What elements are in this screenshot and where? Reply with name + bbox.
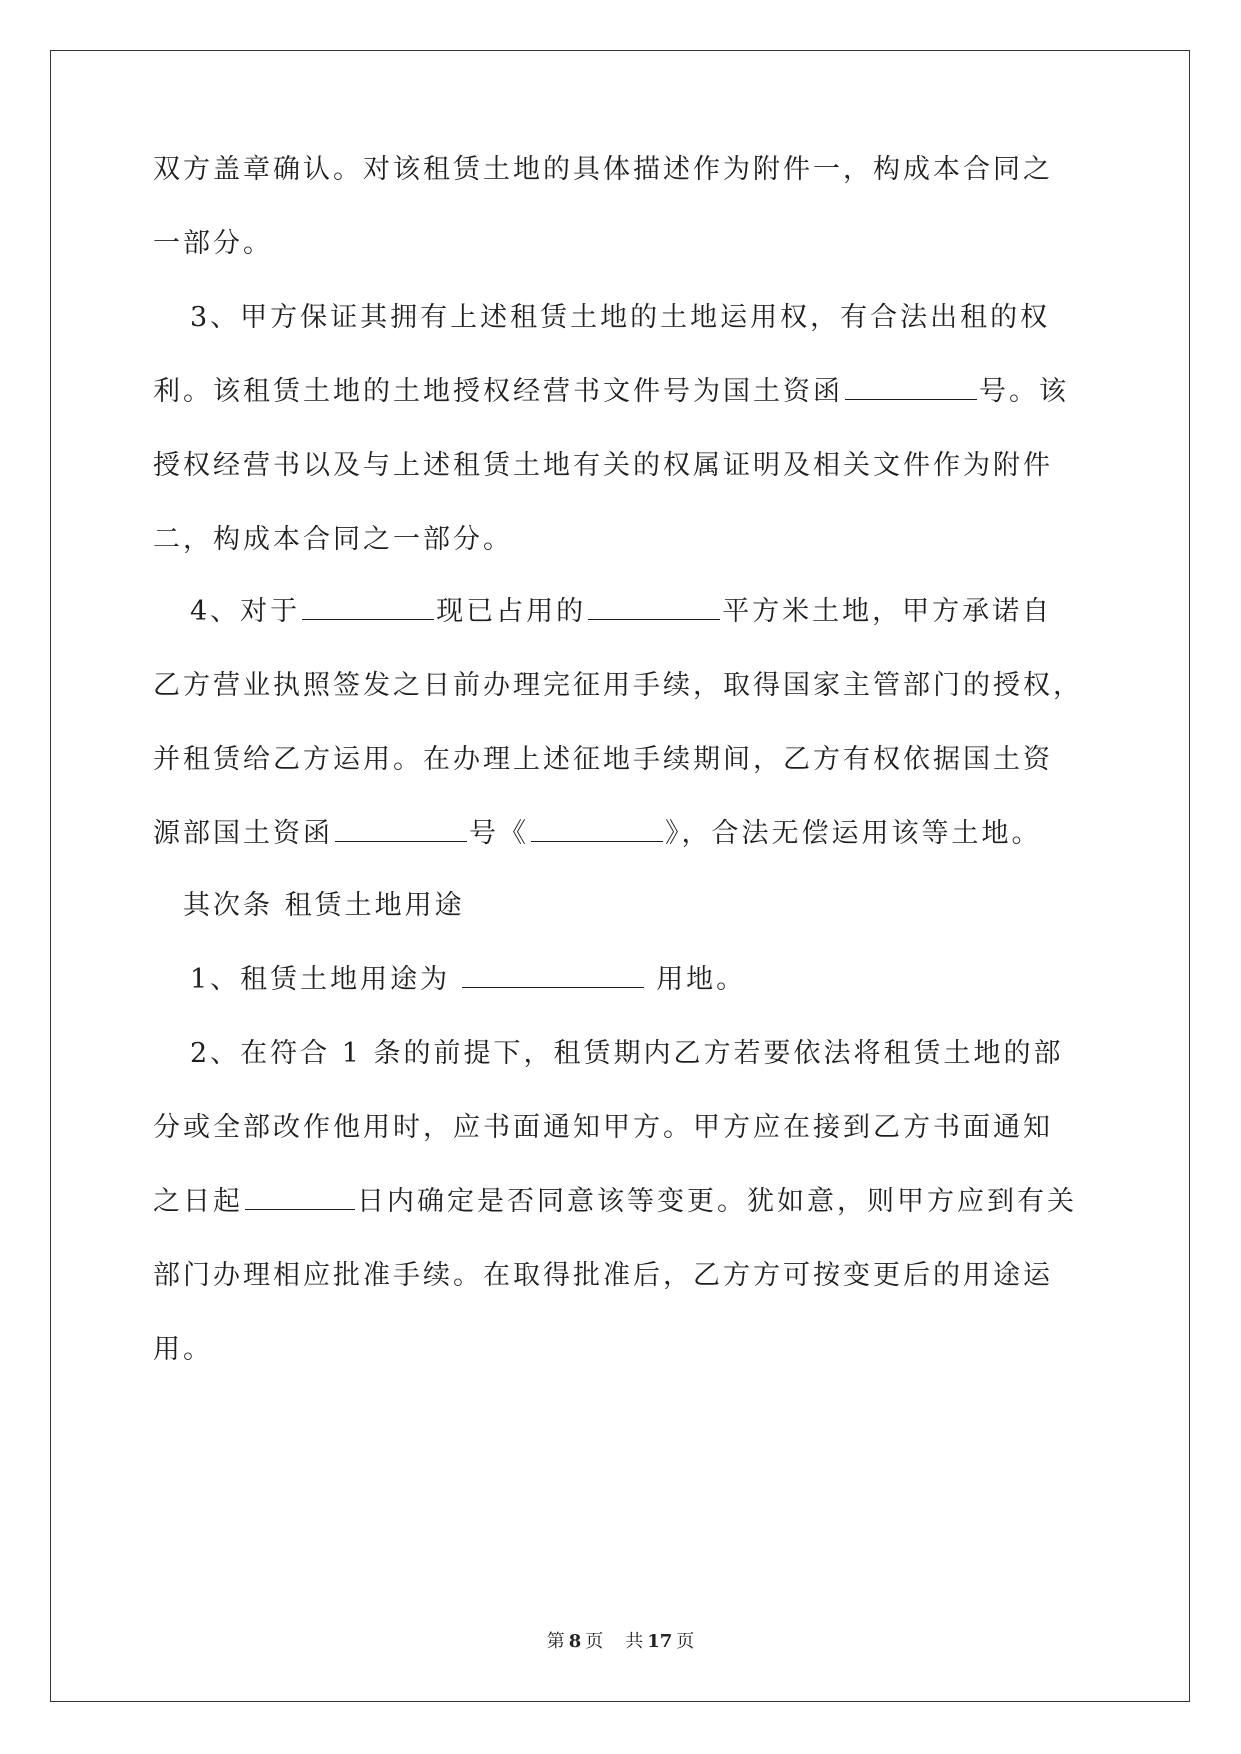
line-text: 源部国土资函 <box>153 818 333 849</box>
line-text: 4、对于 <box>190 596 301 627</box>
line-text: 3、甲方保证其拥有上述租赁土地的土地运用权，有合法出租的权 <box>190 302 1051 333</box>
section-heading <box>183 886 1123 926</box>
page-number: 8 <box>568 1631 582 1652</box>
line-text: 1、租赁土地用途为 <box>190 964 451 995</box>
line-text: 2、在符合 1 条的前提下，租赁期内乙方若要依法将租赁土地的部 <box>190 1038 1064 1069</box>
line-text: 号。该 <box>979 376 1069 407</box>
line-text: 利。该租赁土地的土地授权经营书文件号为国土资函 <box>153 376 843 407</box>
line-text: 一部分。 <box>153 228 273 259</box>
clause-1-line <box>190 960 1130 1000</box>
line-text: 号《 <box>469 818 529 849</box>
line-text: 并租赁给乙方运用。在办理上述征地手续期间，乙方有权依据国土资 <box>153 744 1053 775</box>
line-text: 日内确定是否同意该等变更。犹如意，则甲方应到有关 <box>357 1186 1077 1217</box>
fill-in-blank <box>302 595 434 620</box>
fill-in-blank <box>588 595 720 620</box>
fill-in-blank <box>462 963 644 988</box>
line-text: 用。 <box>153 1334 213 1365</box>
total-pages: 17 <box>647 1631 673 1652</box>
text-line <box>153 446 1093 486</box>
line-text: 现已占用的 <box>436 596 587 627</box>
text-line <box>153 740 1093 780</box>
line-text: 》，合法无偿运用该等土地。 <box>665 818 1042 849</box>
line-text: 部门办理相应批准手续。在取得批准后，乙方方可按变更后的用途运 <box>153 1260 1053 1291</box>
heading-text: 其次条 租赁土地用途 <box>183 890 465 921</box>
clause-2-first-line <box>190 1034 1130 1074</box>
line-text: 乙方营业执照签发之日前办理完征用手续，取得国家主管部门的授权， <box>153 670 1083 701</box>
fill-in-blank <box>845 375 977 400</box>
text-line <box>153 1182 1093 1222</box>
text-line <box>153 150 1093 190</box>
fill-in-blank <box>335 817 467 842</box>
fill-in-blank <box>531 817 663 842</box>
line-text: 授权经营书以及与上述租赁土地有关的权属证明及相关文件作为附件 <box>153 450 1053 481</box>
clause-4-first-line <box>190 592 1130 632</box>
total-label-suffix: 页 <box>676 1631 695 1652</box>
text-line <box>153 520 1093 560</box>
page-label-suffix: 页 <box>585 1631 604 1652</box>
line-text: 二，构成本合同之一部分。 <box>153 524 513 555</box>
text-line <box>153 814 1093 854</box>
line-text: 分或全部改作他用时，应书面通知甲方。甲方应在接到乙方书面通知 <box>153 1112 1053 1143</box>
text-line <box>153 224 1093 264</box>
total-label-prefix: 共 <box>625 1631 644 1652</box>
line-text: 平方米土地，甲方承诺自 <box>722 596 1053 627</box>
line-text: 双方盖章确认。对该租赁土地的具体描述作为附件一，构成本合同之 <box>153 154 1053 185</box>
line-text: 用地。 <box>656 964 747 995</box>
line-text: 之日起 <box>153 1186 243 1217</box>
fill-in-blank <box>245 1185 355 1210</box>
text-line <box>153 372 1093 412</box>
clause-3-first-line <box>190 298 1130 338</box>
text-line <box>153 666 1093 706</box>
text-line <box>153 1108 1093 1148</box>
page-label-prefix: 第 <box>546 1631 565 1652</box>
page-footer <box>0 1627 1241 1653</box>
text-line <box>153 1330 1093 1370</box>
text-line <box>153 1256 1093 1296</box>
